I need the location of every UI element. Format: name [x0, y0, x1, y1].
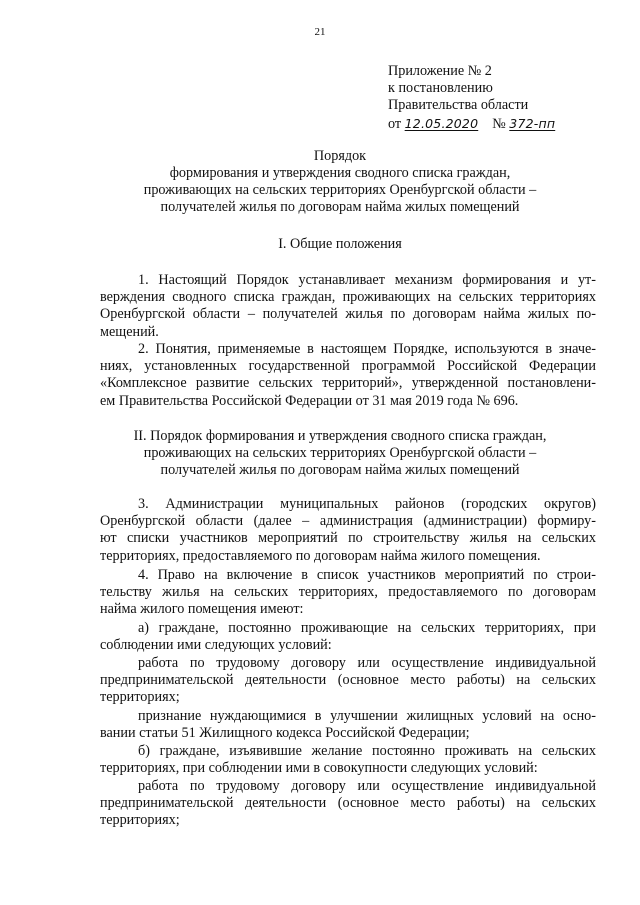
paragraph-line: верждения сводного списка граждан, проживающих на сельских территориях: [100, 289, 596, 306]
paragraph-line: работа по трудовому договору или осуществление индивидуальной: [138, 655, 596, 671]
page-number: 21: [314, 26, 326, 38]
appendix-date: 12.05.2020: [404, 115, 479, 131]
paragraph-b: [100, 743, 596, 777]
paragraph-line: признание нуждающимися в улучшении жилищных условий на осно-: [138, 708, 596, 724]
title-line-4: получателей жилья по договорам найма жилых помещений: [160, 199, 520, 215]
paragraph-line: предпринимательской деятельности (основное место работы) на сельских: [100, 795, 596, 812]
appendix-line-1: Приложение № 2: [388, 63, 492, 79]
title-line-1: Порядок: [313, 148, 367, 164]
paragraph-1: [100, 272, 596, 341]
section-2-heading: [100, 428, 580, 479]
paragraph-a-condition-2: [100, 708, 596, 742]
paragraph-2: [100, 341, 596, 410]
section-1-heading: [100, 236, 580, 253]
paragraph-line: мещений.: [100, 323, 159, 340]
paragraph-line: 4. Право на включение в список участников мероприятий по строи-: [138, 567, 596, 583]
title-line-3: проживающих на сельских территориях Оренбургской области –: [143, 182, 537, 198]
appendix-number: 372-пп: [509, 115, 556, 131]
appendix-block: [388, 63, 571, 133]
appendix-line-3: Правительства области: [388, 97, 529, 114]
appendix-from-label: от: [388, 115, 402, 132]
paragraph-line: тельству жилья на сельских территориях, предоставляемого по договорам: [100, 584, 596, 601]
title-line-2: формирования и утверждения сводного списка граждан,: [169, 165, 511, 181]
section-2-heading-line-1: II. Порядок формирования и утверждения сводного списка граждан,: [133, 428, 547, 444]
paragraph-line: Оренбургской области (далее – администрация (администрации) формиру-: [100, 513, 596, 530]
paragraph-line: а) граждане, постоянно проживающие на сельских территориях, при: [138, 620, 596, 636]
paragraph-b-condition-1: [100, 778, 596, 830]
paragraph-line: территориях, при соблюдении ими в совокупности следующих условий:: [100, 760, 538, 777]
paragraph-line: б) граждане, изъявившие желание постоянно проживать на сельских: [138, 743, 596, 759]
paragraph-line: вании статьи 51 Жилищного кодекса Российской Федерации;: [100, 725, 470, 742]
paragraph-line: ют списки участников мероприятий по строительству жилья на сельских: [100, 530, 596, 547]
paragraph-line: 1. Настоящий Порядок устанавливает механизм формирования и ут-: [138, 272, 596, 288]
paragraph-line: найма жилого помещения имеют:: [100, 601, 304, 618]
appendix-date-line: [388, 115, 571, 133]
document-title: [100, 148, 580, 216]
section-2-heading-line-2: проживающих на сельских территориях Оренбургской области –: [143, 445, 537, 461]
paragraph-line: территориях;: [100, 812, 180, 829]
section-1-heading-text: I. Общие положения: [278, 236, 402, 252]
paragraph-line: 2. Понятия, применяемые в настоящем Порядке, используются в значе-: [138, 341, 596, 357]
paragraph-line: «Комплексное развитие сельских территорий», утвержденной постановлени-: [100, 375, 596, 392]
paragraph-a-condition-1: [100, 655, 596, 707]
paragraph-line: Оренбургской области – получателей жилья по договорам найма жилых по-: [100, 306, 596, 323]
paragraph-line: предпринимательской деятельности (основное место работы) на сельских: [100, 672, 596, 689]
paragraph-a: [100, 620, 596, 654]
appendix-line-2: к постановлению: [388, 80, 493, 97]
section-2-heading-line-3: получателей жилья по договорам найма жилых помещений: [160, 462, 520, 478]
paragraph-line: территориях, предоставляемого по договорам найма жилого помещения.: [100, 547, 541, 564]
appendix-number-label: №: [492, 115, 506, 132]
paragraph-line: работа по трудовому договору или осуществление индивидуальной: [138, 778, 596, 794]
paragraph-line: соблюдении ими следующих условий:: [100, 637, 332, 654]
paragraph-3: [100, 496, 596, 565]
paragraph-line: ем Правительства Российской Федерации от 31 мая 2019 года № 696.: [100, 392, 519, 409]
paragraph-4: [100, 567, 596, 619]
paragraph-line: территориях;: [100, 689, 180, 706]
paragraph-line: 3. Администрации муниципальных районов (городских округов): [138, 496, 596, 512]
paragraph-line: ниях, установленных государственной программой Российской Федерации: [100, 358, 596, 375]
